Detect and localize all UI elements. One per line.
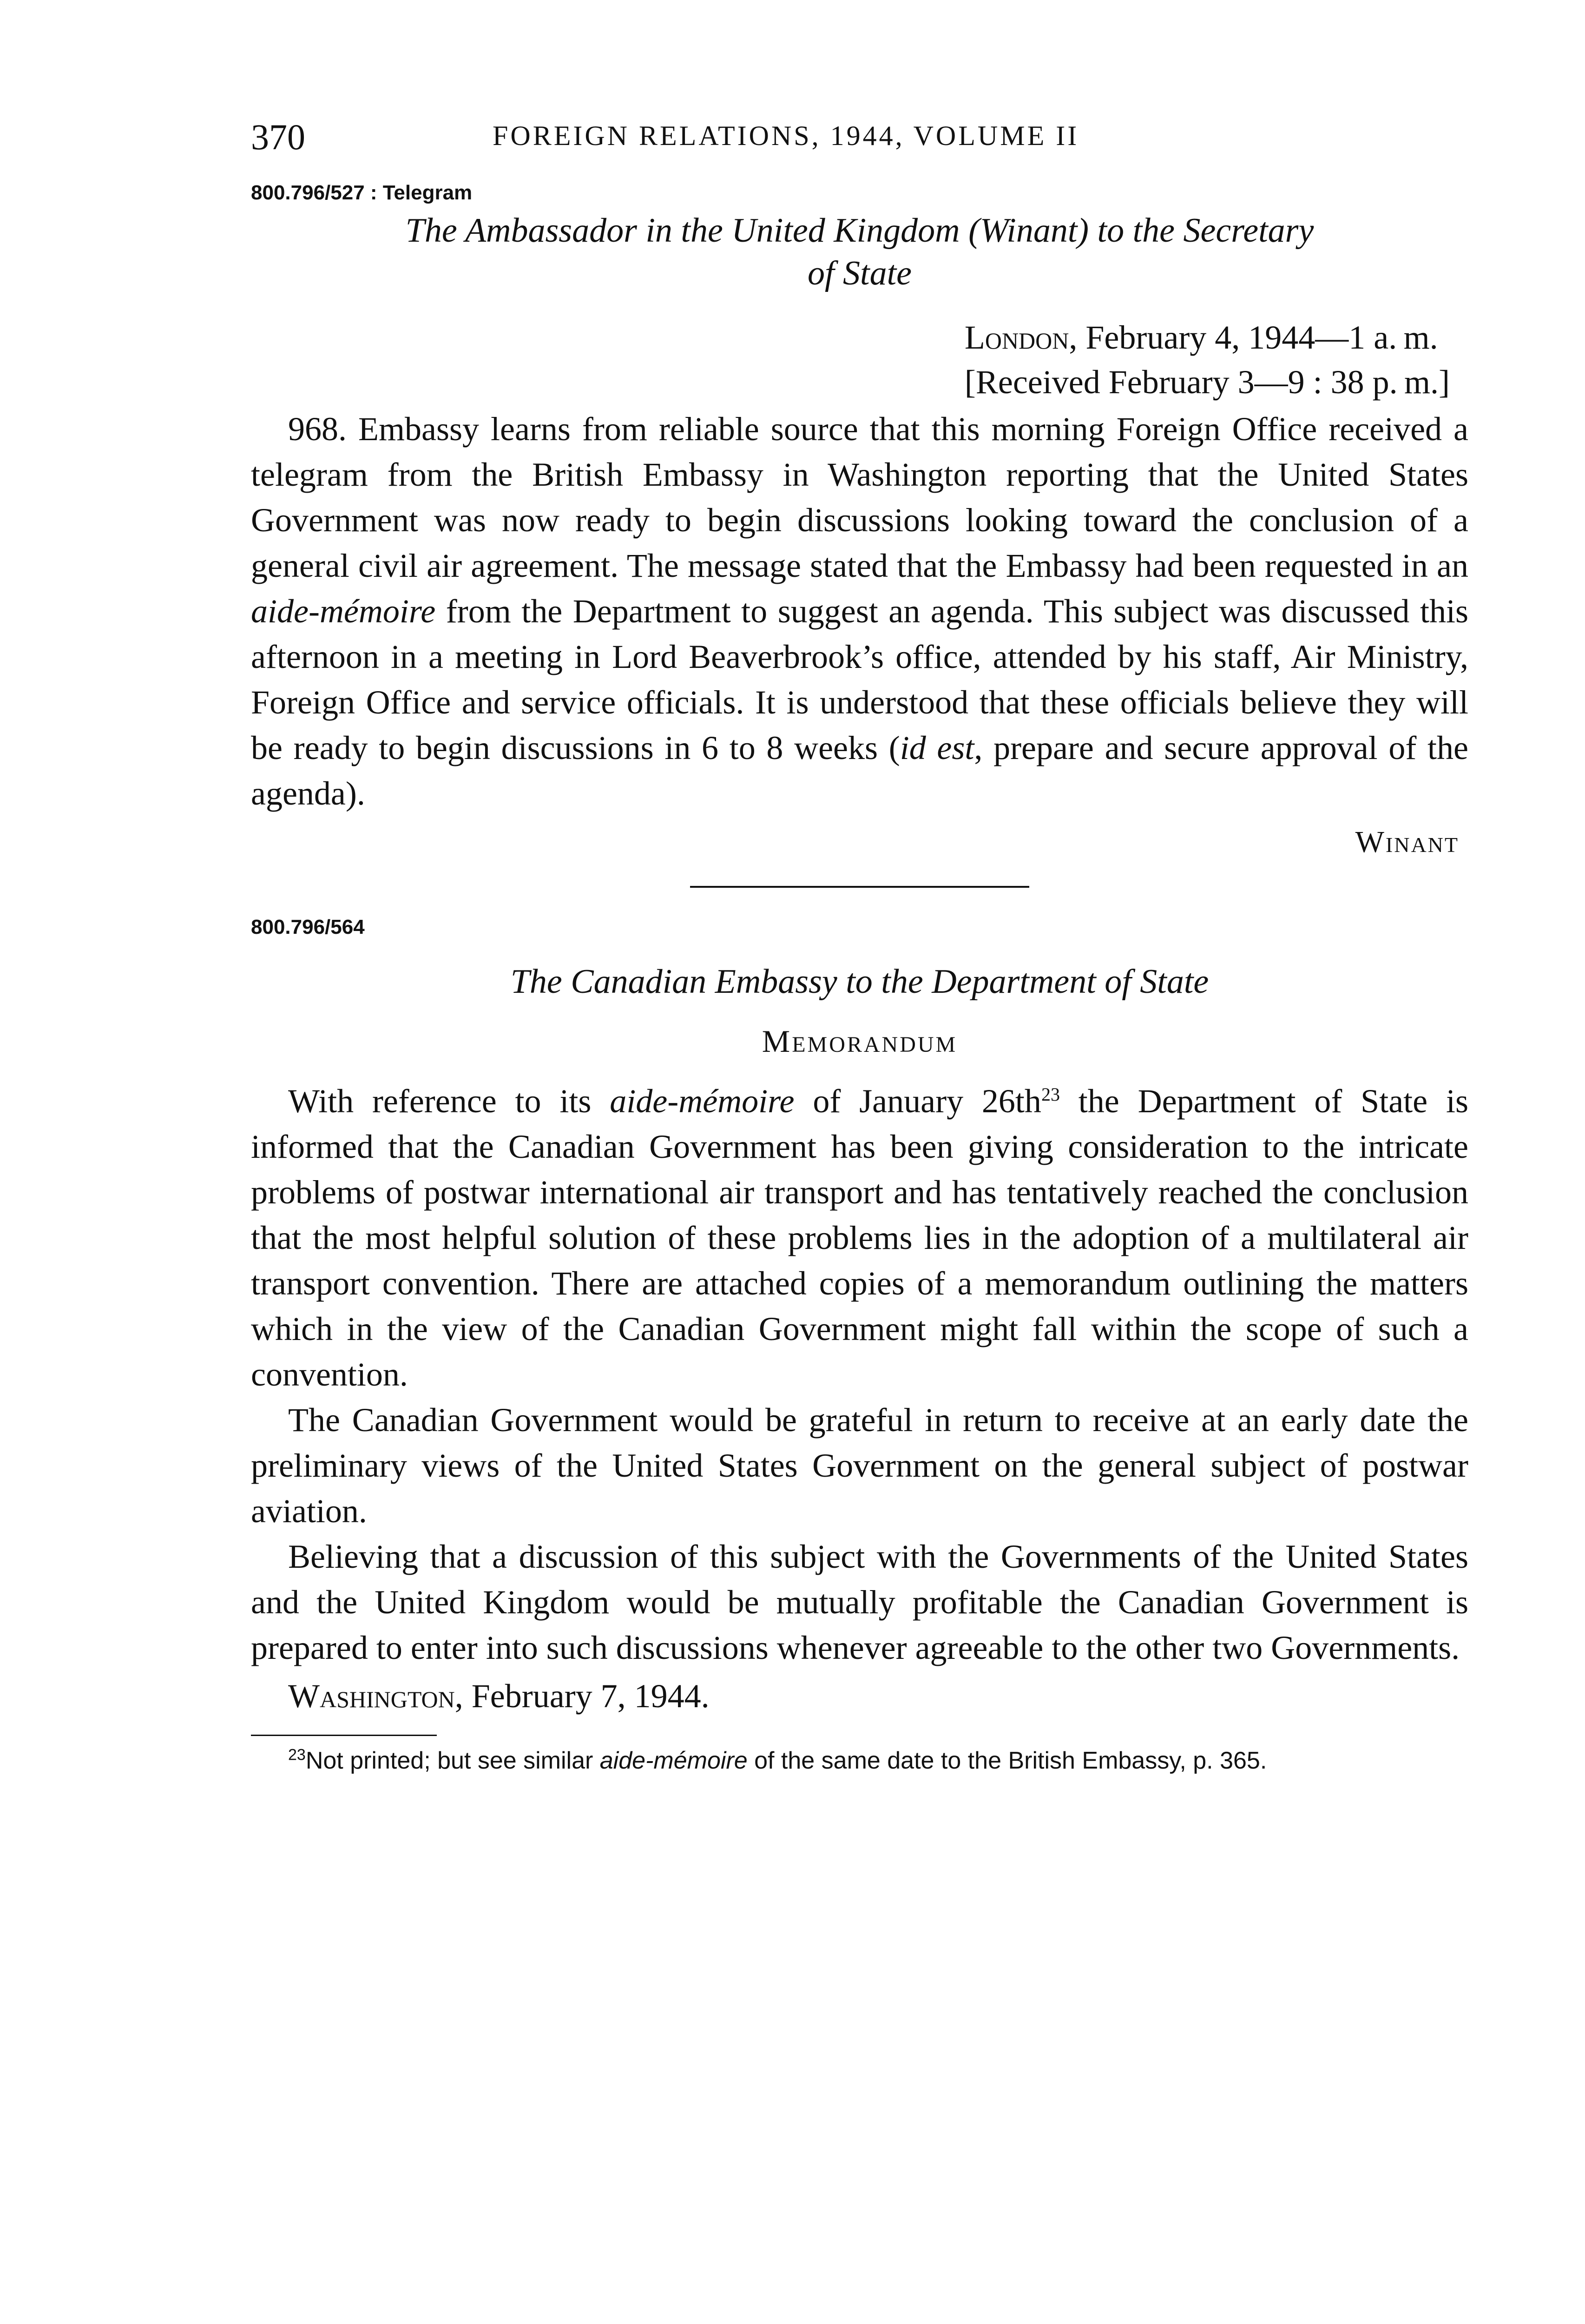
footnote: [251, 1745, 1468, 1776]
memo-p1-text-1: With reference to its: [288, 1083, 610, 1120]
memorandum-heading: Memorandum: [762, 1023, 958, 1059]
memo-p1-text-2: of January 26th: [794, 1083, 1041, 1120]
footnote-mark: 23: [288, 1746, 306, 1764]
page-number: 370: [251, 117, 305, 157]
memo-paragraph-2: The Canadian Government would be grateful in return to receive at an early date the preliminary views of the United States Government on the general subject of postwar aviation.: [251, 1401, 1468, 1530]
telegram-text-2: from the Department to suggest an agenda. This subject was discussed this afternoon in a meeting in Lord Beaverbrook’s office, attended by his staff, Air Ministry, Foreign Office and service officials. It is understood that these officials believe they will be ready to begin discussions in 6 to 8 weeks (: [251, 593, 1468, 766]
footnote-text-2: of the same date to the British Embassy, p. 365.: [747, 1747, 1267, 1774]
section-divider: [690, 886, 1029, 888]
telegram-italic-2: id est: [900, 729, 974, 766]
dateline-received: [Received February 3—9 : 38 p. m.]: [964, 363, 1450, 401]
document-title-2: The Canadian Embassy to the Department of State: [510, 963, 1209, 1001]
dateline-sent: [965, 315, 1450, 360]
telegram-body: [251, 406, 1468, 816]
running-title: FOREIGN RELATIONS, 1944, VOLUME II: [493, 120, 1079, 151]
telegram-italic-1: aide-mémoire: [251, 593, 436, 630]
file-reference-1: 800.796/527 : Telegram: [251, 181, 473, 204]
document-title-1: [251, 209, 1468, 295]
dateline: [251, 315, 1468, 404]
footnote-italic: aide-mémoire: [599, 1747, 748, 1774]
footnote-reference: 23: [1041, 1084, 1060, 1105]
document-page: [251, 116, 1468, 1776]
memo-closing: [251, 1673, 1468, 1719]
footnote-rule: [251, 1735, 437, 1736]
signature: Winant: [1355, 825, 1459, 859]
running-head: [251, 116, 1468, 167]
document-title-1-line1: The Ambassador in the United Kingdom (Winant) to the Secretary: [405, 211, 1314, 250]
telegram-text-1: 968. Embassy learns from reliable source that this morning Foreign Office received a telegram from the British Embassy in Washington reporting that the United States Government was now ready to begin discussions looking toward the conclusion of a general civil air agreement. The message stated that the Embassy had been requested in an: [251, 410, 1468, 584]
memo-p1-italic: aide-mémoire: [610, 1083, 795, 1120]
file-reference-2: 800.796/564: [251, 916, 365, 938]
memo-p1-text-3: the Department of State is informed that the Canadian Government has been giving consideration to the intricate problems of postwar international air transport and has tentatively reached the conclusion that the most helpful solution of these problems lies in the adoption of a multilateral air transport convention. There are attached copies of a memorandum outlining the matters which in the view of the Canadian Government might fall within the scope of such a convention.: [251, 1083, 1469, 1393]
document-title-1-line2: of State: [807, 254, 912, 292]
memo-paragraph-1: [251, 1078, 1468, 1397]
dateline-date: , February 4, 1944—1 a. m.: [1069, 319, 1438, 356]
dateline-place: London: [964, 319, 1069, 356]
closing-place: Washington: [288, 1677, 455, 1715]
memo-paragraph-3: Believing that a discussion of this subject with the Governments of the United States and the United Kingdom would be mutually profitable the Canadian Government is prepared to enter into such discussions whenever agreeable to the other two Governments.: [251, 1538, 1468, 1666]
telegram-text-3: , prepare and secure approval of the agenda).: [251, 729, 1469, 812]
closing-date: , February 7, 1944.: [454, 1677, 710, 1715]
footnote-text-1: Not printed; but see similar: [305, 1747, 600, 1774]
